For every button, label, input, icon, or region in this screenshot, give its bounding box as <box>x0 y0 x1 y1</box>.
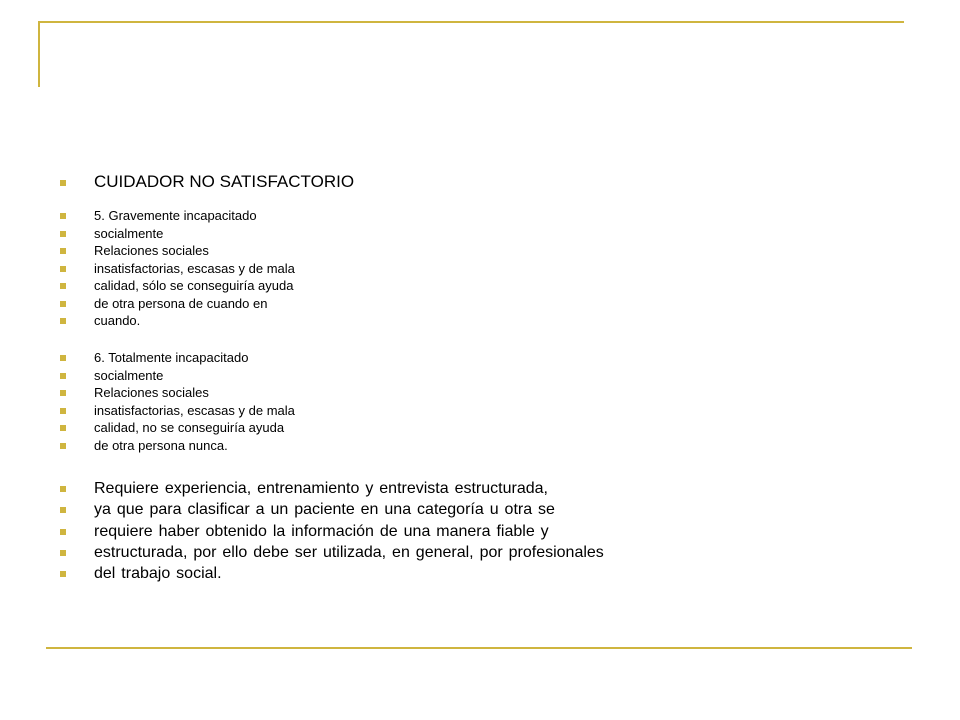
list-item <box>60 402 295 420</box>
frame-top-line <box>38 21 904 23</box>
list-item-text: Relaciones sociales <box>94 385 209 400</box>
list-item <box>60 242 295 260</box>
list-item <box>60 207 295 225</box>
list-item <box>60 349 295 367</box>
list-item-text: insatisfactorias, escasas y de mala <box>94 402 295 418</box>
section-heading: CUIDADOR NO SATISFACTORIO <box>94 172 355 191</box>
bullet-square-icon <box>60 486 66 492</box>
list-item <box>60 367 295 385</box>
bullet-square-icon <box>60 373 66 379</box>
bullet-square-icon <box>60 318 66 324</box>
frame-left-line <box>38 21 40 87</box>
bullet-square-icon <box>60 571 66 577</box>
list-item <box>60 260 295 278</box>
bullet-square-icon <box>60 301 66 307</box>
bullet-square-icon <box>60 213 66 219</box>
bullet-square-icon <box>60 283 66 289</box>
list-item <box>60 437 295 455</box>
list-item-text: ya que para clasificar a un paciente en una categoría u otra se <box>94 501 555 519</box>
bullet-square-icon <box>60 355 66 361</box>
bullet-square-icon <box>60 408 66 414</box>
bullet-square-icon <box>60 507 66 513</box>
list-item-text: Requiere experiencia, entrenamiento y entrevista estructurada, <box>94 480 548 497</box>
list-item-text: de otra persona nunca. <box>94 437 228 453</box>
list-item-text: insatisfactorias, escasas y de mala <box>94 260 295 276</box>
list-item <box>60 419 295 437</box>
list-item-text: de otra persona de cuando en <box>94 295 268 311</box>
bullet-square-icon <box>60 390 66 396</box>
list-item <box>60 295 295 313</box>
requirements-note-list <box>60 478 604 584</box>
list-item-text: socialmente <box>94 225 164 241</box>
bullet-square-icon <box>60 443 66 449</box>
heading-list <box>60 170 354 194</box>
list-item-text: cuando. <box>94 313 141 328</box>
list-item <box>60 521 604 542</box>
list-item <box>60 563 604 584</box>
list-item <box>60 478 604 499</box>
list-item <box>60 499 604 520</box>
list-item-text: socialmente <box>94 367 164 383</box>
list-item-text: Relaciones sociales <box>94 243 209 258</box>
list-item-text: del trabajo social. <box>94 565 222 583</box>
list-item-text: calidad, sólo se conseguiría ayuda <box>94 278 294 293</box>
list-item <box>60 542 604 563</box>
bullet-square-icon <box>60 550 66 556</box>
level-6-list <box>60 349 295 454</box>
list-item <box>60 312 295 330</box>
level-5-list <box>60 207 295 330</box>
list-item-text: calidad, no se conseguiría ayuda <box>94 420 285 435</box>
frame-bottom-line <box>46 647 912 649</box>
list-item <box>60 225 295 243</box>
bullet-square-icon <box>60 180 66 186</box>
list-item-text: requiere haber obtenido la información de una manera fiable y <box>94 522 549 540</box>
list-item <box>60 277 295 295</box>
bullet-square-icon <box>60 266 66 272</box>
list-item-text: 5. Gravemente incapacitado <box>94 208 257 223</box>
list-item-text: estructurada, por ello debe ser utilizada, en general, por profesionales <box>94 543 604 561</box>
bullet-square-icon <box>60 248 66 254</box>
list-item <box>60 170 354 194</box>
bullet-square-icon <box>60 231 66 237</box>
list-item <box>60 384 295 402</box>
list-item-text: 6. Totalmente incapacitado <box>94 350 249 365</box>
bullet-square-icon <box>60 425 66 431</box>
bullet-square-icon <box>60 529 66 535</box>
